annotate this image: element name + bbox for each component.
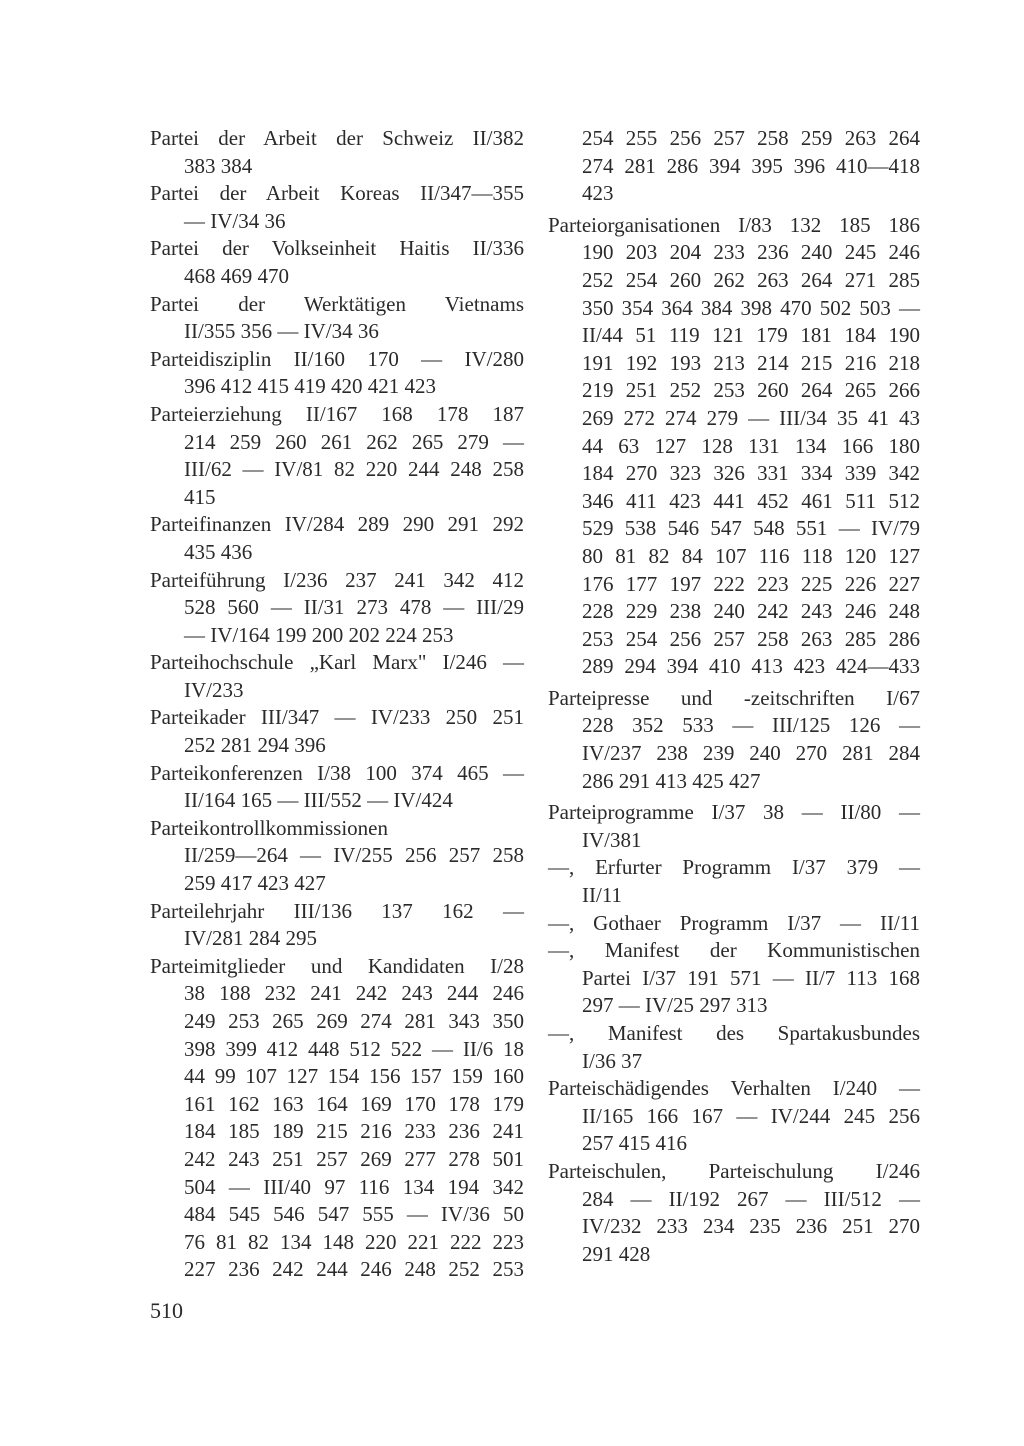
index-line: II/164 165 — III/552 — IV/424	[184, 788, 453, 813]
index-line: Partei I/37 191 571 — II/7 113 168	[582, 965, 920, 990]
index-line: IV/237 238 239 240 270 281 284	[582, 741, 920, 766]
index-line: 252 281 294 396	[184, 733, 326, 758]
index-line: Parteimitglieder und Kandidaten I/28	[150, 953, 524, 978]
index-line: II/11	[582, 883, 623, 908]
index-line: 435 436	[184, 539, 253, 564]
index-line: — IV/34 36	[184, 208, 286, 233]
index-line: 76 81 82 134 148 220 221 222 223	[184, 1229, 524, 1254]
index-line: 214 259 260 261 262 265 279 —	[184, 429, 524, 454]
index-entry	[150, 760, 524, 815]
index-line: 423	[582, 181, 614, 206]
index-line: —, Manifest des Spartakusbundes	[548, 1021, 920, 1045]
index-line: IV/281 284 295	[184, 926, 317, 951]
index-line: 257 415 416	[582, 1131, 687, 1156]
index-line: IV/233	[184, 677, 244, 702]
index-line: Parteidisziplin II/160 170 — IV/280	[150, 346, 524, 371]
index-entry	[150, 291, 524, 346]
index-line: 38 188 232 241 242 243 244 246	[184, 981, 524, 1006]
index-line: 468 469 470	[184, 263, 289, 288]
index-line: Partei der Werktätigen Vietnams	[150, 291, 524, 316]
index-line: 184 185 189 215 216 233 236 241	[184, 1119, 524, 1144]
index-line: 228 229 238 240 242 243 246 248	[582, 599, 920, 624]
index-entry	[548, 910, 920, 938]
index-entry	[150, 649, 524, 704]
index-line: 227 236 242 244 246 248 252 253	[184, 1257, 524, 1282]
index-line: Parteiprogramme I/37 38 — II/80 —	[548, 800, 920, 825]
index-line: 176 177 197 222 223 225 226 227	[582, 571, 920, 596]
index-line: Parteihochschule „Karl Marx" I/246 —	[150, 650, 524, 675]
index-entry	[150, 180, 524, 235]
index-line: 252 254 260 262 263 264 271 285	[582, 267, 920, 292]
index-entry	[548, 1075, 920, 1158]
index-entry	[150, 898, 524, 953]
index-entry	[150, 953, 524, 1284]
index-line: 350 354 364 384 398 470 502 503 —	[582, 295, 920, 320]
index-entry	[150, 511, 524, 566]
index-entry	[548, 685, 920, 795]
index-column-right	[548, 125, 920, 1268]
index-line: 253 254 256 257 258 263 285 286	[582, 626, 920, 651]
index-line: Partei der Volkseinheit Haitis II/336	[150, 236, 524, 261]
index-entry	[548, 1158, 920, 1268]
index-line: 44 99 107 127 154 156 157 159 160	[184, 1064, 524, 1089]
index-entry	[548, 854, 920, 909]
index-line: 254 255 256 257 258 259 263 264	[582, 126, 920, 150]
index-line: 44 63 127 128 131 134 166 180	[582, 433, 920, 458]
index-line: 286 291 413 425 427	[582, 768, 761, 793]
index-line: II/259—264 — IV/255 256 257 258	[184, 843, 524, 868]
index-line: 249 253 265 269 274 281 343 350	[184, 1009, 524, 1033]
index-line: 291 428	[582, 1241, 651, 1266]
index-line: Parteifinanzen IV/284 289 290 291 292	[150, 512, 524, 537]
index-line: 269 272 274 279 — III/34 35 41 43	[582, 405, 920, 430]
index-entry	[150, 815, 524, 898]
index-line: 259 417 423 427	[184, 871, 326, 896]
index-line: IV/381	[582, 827, 642, 852]
index-line: —, Manifest der Kommunistischen	[548, 938, 920, 963]
index-line: 191 192 193 213 214 215 216 218	[582, 350, 920, 375]
index-line: 219 251 252 253 260 264 265 266	[582, 378, 920, 403]
index-line: 289 294 394 410 413 423 424—433	[582, 654, 920, 679]
index-line: 504 — III/40 97 116 134 194 342	[184, 1174, 524, 1199]
index-entry	[150, 704, 524, 759]
index-line: II/165 166 167 — IV/244 245 256	[582, 1103, 920, 1128]
index-line: 484 545 546 547 555 — IV/36 50	[184, 1202, 524, 1227]
index-line: 528 560 — II/31 273 478 — III/29	[184, 595, 524, 620]
index-line: III/62 — IV/81 82 220 244 248 258	[184, 457, 524, 482]
index-line: Parteipresse und -zeitschriften I/67	[548, 685, 920, 710]
index-line: 398 399 412 448 512 522 — II/6 18	[184, 1036, 524, 1061]
index-line: 346 411 423 441 452 461 511 512	[582, 488, 920, 513]
index-line: 228 352 533 — III/125 126 —	[582, 713, 920, 738]
index-entry	[150, 235, 524, 290]
index-line: — IV/164 199 200 202 224 253	[184, 622, 454, 647]
index-line: Parteierziehung II/167 168 178 187	[150, 401, 524, 426]
index-entry	[548, 212, 920, 681]
index-line: 274 281 286 394 395 396 410—418	[582, 153, 920, 178]
index-line: —, Gothaer Programm I/37 — II/11	[548, 910, 920, 935]
index-line: Parteilehrjahr III/136 137 162 —	[150, 898, 524, 923]
index-line: Parteikonferenzen I/38 100 374 465 —	[150, 760, 524, 785]
index-line: 396 412 415 419 420 421 423	[184, 374, 436, 399]
index-line: IV/232 233 234 235 236 251 270	[582, 1214, 920, 1239]
index-line: Partei der Arbeit der Schweiz II/382	[150, 126, 524, 150]
page-number: 510	[150, 1298, 183, 1323]
index-entry	[150, 401, 524, 511]
index-entry	[548, 937, 920, 1020]
index-line: Parteiorganisationen I/83 132 185 186	[548, 212, 920, 237]
index-line: 190 203 204 233 236 240 245 246	[582, 240, 920, 265]
index-entry	[548, 125, 920, 208]
index-line: Parteikader III/347 — IV/233 250 251	[150, 705, 524, 730]
index-line: 80 81 82 84 107 116 118 120 127	[582, 543, 920, 568]
index-line: 284 — II/192 267 — III/512 —	[582, 1186, 920, 1211]
index-line: Parteischädigendes Verhalten I/240 —	[548, 1076, 920, 1101]
index-line: 161 162 163 164 169 170 178 179	[184, 1091, 524, 1116]
index-line: II/44 51 119 121 179 181 184 190	[582, 323, 920, 348]
index-line: Parteiführung I/236 237 241 342 412	[150, 567, 524, 592]
index-entry	[150, 567, 524, 650]
index-line: II/355 356 — IV/34 36	[184, 319, 379, 344]
index-line: 297 — IV/25 297 313	[582, 993, 768, 1018]
index-entry	[548, 799, 920, 854]
index-line: 383 384	[184, 153, 253, 178]
index-line: 415	[184, 484, 216, 509]
index-entry	[150, 125, 524, 180]
index-line: I/36 37	[582, 1048, 643, 1073]
index-line: —, Erfurter Programm I/37 379 —	[548, 855, 920, 880]
index-line: 184 270 323 326 331 334 339 342	[582, 461, 920, 486]
index-column-left	[150, 125, 524, 1284]
index-entry	[150, 346, 524, 401]
index-line: Partei der Arbeit Koreas II/347—355	[150, 181, 524, 206]
index-line: 529 538 546 547 548 551 — IV/79	[582, 516, 920, 541]
index-entry	[548, 1020, 920, 1075]
index-line: Parteischulen, Parteischulung I/246	[548, 1158, 920, 1183]
index-line: Parteikontrollkommissionen	[150, 815, 388, 840]
index-line: 242 243 251 257 269 277 278 501	[184, 1146, 524, 1171]
